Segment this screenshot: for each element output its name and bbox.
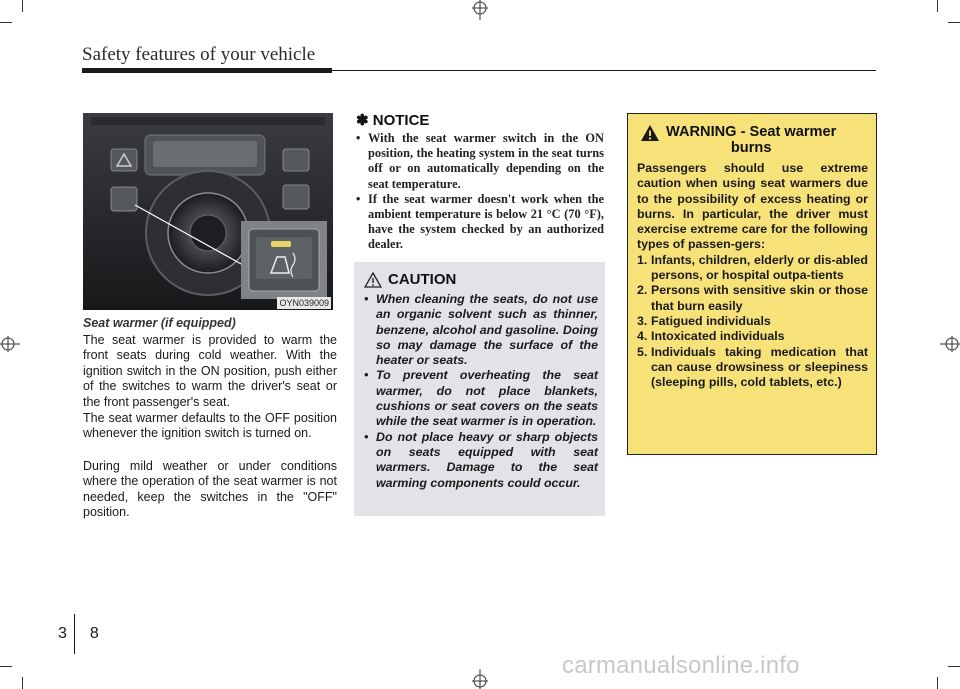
warning-subtitle: - Seat warmer [740,124,837,140]
header-rule [82,68,332,73]
registration-mark-icon [469,667,491,689]
caution-list [364,292,598,491]
seat-warmer-console-photo [83,113,333,310]
warning-title: WARNING [666,124,737,140]
section-number: 3 [58,625,67,642]
list-number: 5. [637,344,648,359]
crop-mark [22,677,23,689]
page-number-value: 8 [89,625,99,642]
notice-list [356,131,604,253]
warning-intro: Passengers should use extreme caution when using seat warmers due to the possibility of excess heating or burns. In particular, the driver must exercise extreme care for the following types of passen-gers: [637,161,868,252]
warning-list [637,253,868,391]
page-header-title: Safety features of your vehicle [82,44,316,65]
warning-title-block [666,124,836,156]
body-paragraph: The seat warmer defaults to the OFF position whenever the ignition switch is turned on. [83,411,337,441]
list-item [364,368,598,429]
warning-item-text: Persons with sensitive skin or those that burn easily [651,283,868,313]
bullet: • [364,368,369,383]
warning-box [627,113,877,455]
list-item [356,192,604,253]
registration-mark-icon [938,333,960,355]
list-item [364,430,598,491]
crop-mark [0,666,12,667]
page-number-divider [74,614,75,654]
list-item [637,314,868,329]
list-number: 1. [637,252,648,267]
registration-mark-icon [469,0,491,22]
caution-triangle-icon [364,272,382,288]
warning-header [640,124,836,156]
caution-item-text: To prevent overheating the seat warmer, do not place blankets, cushions or seat covers on the seats while the seat warmer is in operation. [376,368,598,429]
notice-item-text: With the seat warmer switch in the ON position, the heating system in the seat turns off or on automatically depending on the seat temperature. [368,131,604,191]
list-item [637,283,868,314]
watermark: carmanualsonline.info [562,652,800,679]
list-number: 4. [637,329,648,344]
warning-triangle-icon [640,124,660,142]
photo-code: OYN039009 [279,298,329,308]
list-item [637,329,868,344]
bullet: • [364,429,369,444]
crop-mark [937,677,938,689]
body-paragraph: During mild weather or under conditions where the operation of the seat warmer is not needed, keep the switches in the "OFF" position. [83,459,337,520]
warning-subtitle-line2: burns [730,140,772,156]
registration-mark-icon [0,333,22,355]
crop-mark [0,22,12,23]
bullet: • [356,131,361,145]
list-item [364,292,598,368]
list-item [356,131,604,192]
caution-item-text: When cleaning the seats, do not use an organic solvent such as thinner, benzene, alcohol and gasoline. Doing so may damage the surface of the heater or seats. [376,292,598,368]
bullet: • [364,292,369,306]
list-item [637,345,868,391]
caution-box [354,262,605,516]
warning-item-text: Infants, children, elderly or dis-abled persons, or hospital outpa-tients [651,252,868,283]
notice-title: ✽ NOTICE [356,112,430,129]
crop-mark [948,666,960,667]
warning-item-text: Fatigued individuals [651,313,771,328]
caution-title: CAUTION [388,271,457,288]
warning-body [637,161,868,390]
figure-caption: Seat warmer (if equipped) [83,316,236,330]
crop-mark [948,22,960,23]
bullet: • [356,191,361,206]
warning-item-text: Intoxicated individuals [651,329,785,344]
console-illustration [83,113,333,310]
caution-header [364,271,456,288]
list-item [637,253,868,284]
crop-mark [937,0,938,12]
warning-item-text: Individuals taking medication that can cause drowsiness or sleepiness (sleeping pills, cold tablets, etc.) [651,344,868,390]
notice-item-text: If the seat warmer doesn't work when the ambient temperature is below 21 °C (70 °F), have the system checked by an authorized dealer. [368,191,604,252]
body-paragraph: The seat warmer is provided to warm the front seats during cold weather. With the ignition switch in the ON position, push either of the switches to warm the driver's seat or the front passenger's seat. [83,333,337,409]
page-number [58,625,99,643]
list-number: 2. [637,283,648,298]
caution-item-text: Do not place heavy or sharp objects on seats equipped with seat warmers. Damage to the seat warming components could occur. [376,429,598,490]
list-number: 3. [637,313,648,328]
crop-mark [22,0,23,12]
header-rule-thin [332,70,876,71]
